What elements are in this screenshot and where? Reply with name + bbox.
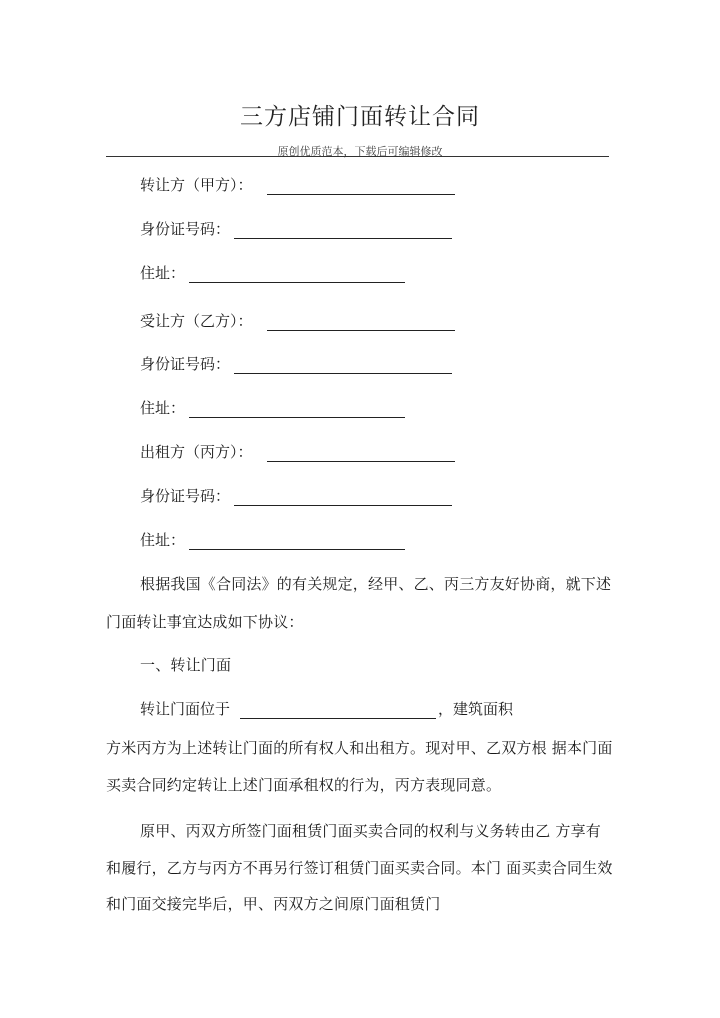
lessor-id-blank[interactable]	[234, 491, 452, 506]
transferee-id-field	[140, 353, 452, 374]
transferor-id-field	[140, 218, 452, 239]
lessor-label: 出租方（丙方）：	[140, 443, 253, 461]
transferor-field	[140, 174, 455, 195]
location-prefix: 转让门面位于	[140, 700, 231, 718]
location-field	[140, 698, 513, 719]
transferee-id-blank[interactable]	[234, 359, 452, 374]
document-title: 三方店铺门面转让合同	[240, 104, 480, 130]
intro-line-2: 门面转让事宜达成如下协议：	[106, 613, 304, 631]
location-suffix: ，建筑面积	[438, 700, 514, 718]
lessor-id-field	[140, 485, 452, 506]
lessor-address-blank[interactable]	[189, 535, 405, 550]
transferor-address-label: 住址：	[140, 264, 186, 282]
title-divider	[106, 156, 609, 157]
transferee-blank[interactable]	[267, 316, 455, 331]
transferor-address-field	[140, 262, 405, 283]
section-1-heading: 一、转让门面	[140, 656, 232, 674]
lessor-id-label: 身份证号码：	[140, 487, 231, 505]
intro-line-1: 根据我国《合同法》的有关规定，经甲、乙、丙三方友好协商，就下述	[140, 575, 612, 593]
transferor-id-blank[interactable]	[234, 224, 452, 239]
document-subtitle: 原创优质范本，下载后可编辑修改	[277, 145, 443, 158]
transferee-address-field	[140, 397, 405, 418]
transferee-address-blank[interactable]	[189, 403, 405, 418]
para-2-line-2: 和履行，乙方与丙方不再另行签订租赁门面买卖合同。本门 面买卖合同生效	[106, 859, 613, 877]
transferor-address-blank[interactable]	[189, 268, 405, 283]
transferor-id-label: 身份证号码：	[140, 220, 231, 238]
transferee-label: 受让方（乙方）：	[140, 312, 253, 330]
transferee-field	[140, 310, 455, 331]
transferor-blank[interactable]	[267, 180, 455, 195]
para-2-line-3: 和门面交接完毕后，甲、丙双方之间原门面租赁门	[106, 895, 441, 913]
transferor-label: 转让方（甲方）：	[140, 176, 253, 194]
para-1-line-1: 方米丙方为上述转让门面的所有权人和出租方。现对甲、乙双方根 据本门面	[106, 739, 613, 757]
para-1-line-2: 买卖合同约定转让上述门面承租权的行为，丙方表现同意。	[106, 776, 502, 794]
transferee-address-label: 住址：	[140, 399, 186, 417]
para-2-line-1: 原甲、丙双方所签门面租赁门面买卖合同的权利与义务转由乙 方享有	[140, 822, 601, 840]
lessor-blank[interactable]	[267, 447, 455, 462]
lessor-address-field	[140, 529, 405, 550]
location-blank[interactable]	[240, 704, 436, 719]
lessor-field	[140, 441, 455, 462]
transferee-id-label: 身份证号码：	[140, 355, 231, 373]
lessor-address-label: 住址：	[140, 531, 186, 549]
